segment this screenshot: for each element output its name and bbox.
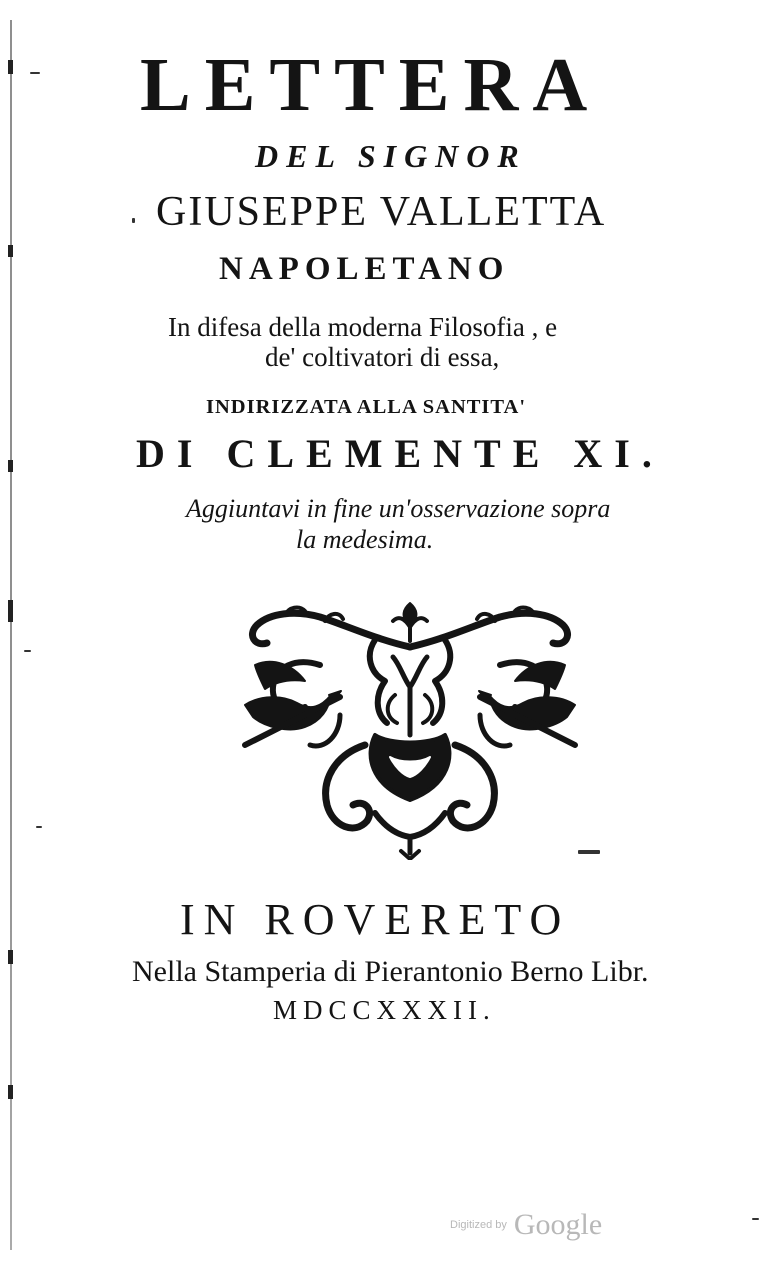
watermark-prefix: Digitized by (450, 1219, 507, 1231)
edge-mark (8, 60, 13, 74)
addendum-line-1: Aggiuntavi in fine un'osservazione sopra (186, 494, 611, 523)
floral-vignette-icon (225, 595, 595, 860)
author-name: GIUSEPPE VALLETTA (156, 189, 607, 235)
ink-speck (752, 1218, 759, 1220)
ink-speck (30, 72, 40, 74)
ink-speck (36, 826, 42, 828)
google-logo: Google (513, 1208, 603, 1241)
edge-mark (8, 460, 13, 472)
purpose-line-2: de' coltivatori di essa, (265, 342, 500, 372)
ink-speck (24, 650, 31, 652)
edge-mark (8, 950, 13, 964)
title: LETTERA (140, 43, 602, 127)
imprint-printer: Nella Stamperia di Pierantonio Berno Libr. (132, 955, 649, 988)
page-edge-line (10, 20, 12, 1250)
ink-speck (132, 218, 135, 223)
imprint-place: IN ROVERETO (180, 895, 571, 944)
recipient: DI CLEMENTE XI. (136, 431, 664, 476)
imprint-year: MDCCXXXII. (273, 995, 496, 1025)
digitization-watermark (450, 1208, 602, 1242)
subtitle: DEL SIGNOR (255, 138, 527, 174)
addendum-line-2: la medesima. (296, 525, 434, 554)
edge-mark (8, 600, 13, 622)
edge-mark (8, 1085, 13, 1099)
edge-mark (8, 245, 13, 257)
author-origin: NAPOLETANO (219, 251, 510, 287)
purpose-line-1: In difesa della moderna Filosofia , e (168, 312, 558, 342)
addressed-to: INDIRIZZATA ALLA SANTITA' (206, 396, 527, 418)
